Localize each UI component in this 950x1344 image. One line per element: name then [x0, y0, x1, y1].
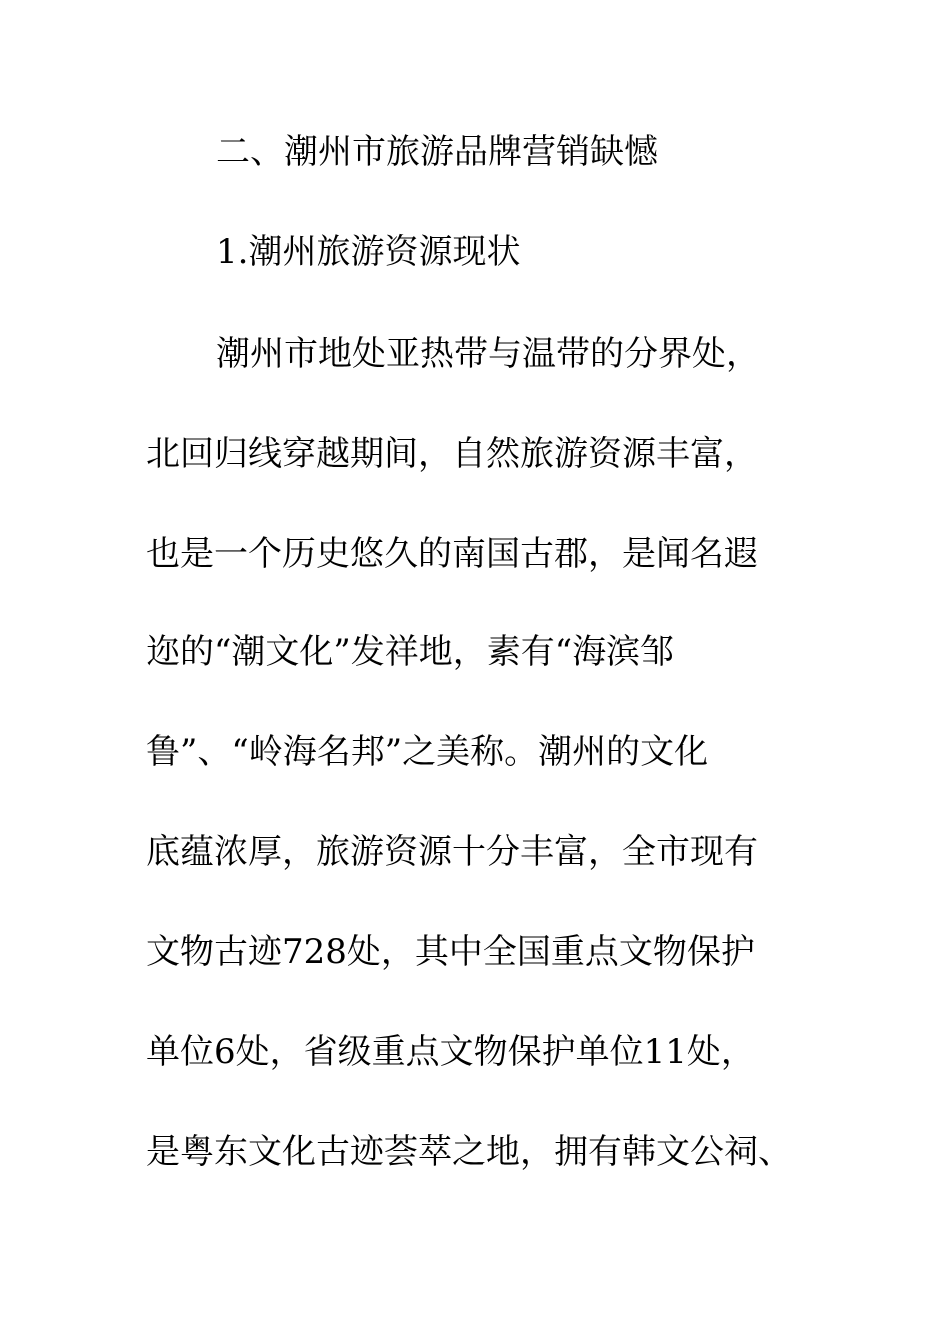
paragraph-line: 鲁”、“岭海名邦”之美称。潮州的文化 — [146, 732, 709, 772]
paragraph-line: 文物古迹728处，其中全国重点文物保护 — [146, 932, 755, 972]
paragraph-line: 也是一个历史悠久的南国古郡，是闻名遐 — [146, 534, 758, 574]
subsection-heading: 1.潮州旅游资源现状 — [216, 232, 521, 272]
paragraph-line: 潮州市地处亚热带与温带的分界处， — [216, 334, 760, 374]
section-heading: 二、潮州市旅游品牌营销缺憾 — [216, 132, 658, 172]
paragraph-line: 单位6处，省级重点文物保护单位11处， — [146, 1032, 755, 1072]
paragraph-line: 底蕴浓厚，旅游资源十分丰富，全市现有 — [146, 832, 758, 872]
paragraph-line: 北回归线穿越期间，自然旅游资源丰富， — [146, 434, 758, 474]
paragraph-line: 迩的“潮文化”发祥地，素有“海滨邹 — [146, 632, 675, 672]
paragraph-line: 是粤东文化古迹荟萃之地，拥有韩文公祠、 — [146, 1132, 792, 1172]
